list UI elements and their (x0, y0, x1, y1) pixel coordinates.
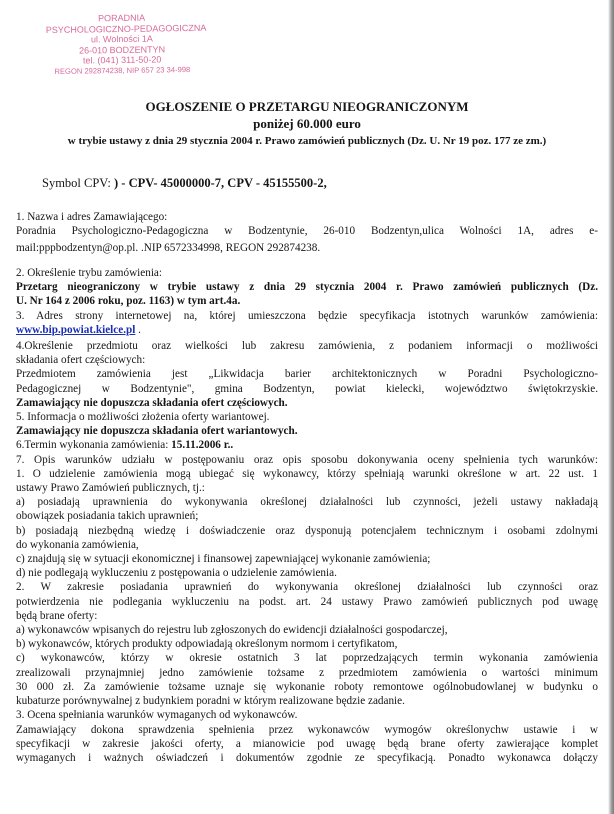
section-heading: 2. Określenie trybu zamówienia: (16, 267, 163, 279)
link-tail: . (135, 323, 141, 336)
stamp-line: 26-010 BODZENTYN (78, 44, 166, 56)
text-line: 2. W zakresie posiadania uprawnień do wykonywania określonej działalności lub czynności oraz (16, 581, 598, 594)
text-line: potwierdzenia nie podlegania wykluczeniu na podst. art. 24 ustawy Prawo zamówień publicznych pod uwagę (16, 595, 598, 608)
text-line: do wykonania zamówienia, (16, 538, 139, 551)
text-line: składania ofert częściowych: (16, 354, 146, 367)
deadline-value: 15.11.2006 r.. (171, 439, 234, 452)
text-line: Zamawiający dokona sprawdzenia spełnienia przez wykonawców wymogów określonychw ustawie i w (16, 723, 598, 736)
text-line (16, 323, 598, 337)
legal-basis: w trybie ustawy z dnia 29 stycznia 2004 r. Prawo zamówień publicznych (Dz. U. Nr 19 poz. 177 ze zm.) (67, 135, 547, 147)
text-line: d) nie podlegają wykluczeniu z postępowania o udzielenie zamówienia. (16, 567, 337, 580)
text-line: obowiązek posiadania takich uprawnień; (16, 510, 199, 523)
scan-edge-shadow (608, 0, 614, 814)
deadline-label: 6.Termin wykonania zamówienia: (16, 439, 172, 452)
text-line: ustawy Prawo Zamówień publicznych, tj.: (16, 482, 205, 495)
stamp-line: PSYCHOLOGICZNO-PEDAGOGICZNA (45, 22, 207, 35)
text-line: Przetarg nieograniczony w trybie ustawy z dnia 29 stycznia 2004 r. Prawo zamówień publicznych (Dz. (16, 281, 598, 294)
text-line: zrealizowali przynajmniej jedno zamówienie tożsame z przedmiotem zamówienia o wartości minimum (16, 666, 598, 679)
text-line: 3. Adres strony internetowej na, której umieszczona będzie specyfikacja istotnych warunków zamówienia: (16, 309, 598, 322)
text-line: Zamawiający nie dopuszcza składania ofert częściowych. (16, 396, 288, 409)
text-line: Przedmiotem zamówienia jest „Likwidacja barier architektonicznych w Poradni Psychologiczno- (16, 368, 598, 381)
text-line: Pedagogicznej w Bodzentynie", gmina Bodzentyn, powiat kielecki, województwo świętokrzyskie. (16, 382, 598, 395)
stamp-line: PORADNIA (98, 12, 146, 24)
text-line: c) wykonawców, którzy w okresie ostatnich 3 lat poprzedzających termin wykonania zamówienia (16, 652, 598, 665)
text-line: 1. O udzielenie zamówienia mogą ubiegać się wykonawcy, którzy spełniają warunki określone w art. 22 ust. 1 (16, 467, 598, 480)
institution-stamp (45, 12, 207, 78)
text-line: 30 000 zł. Za zamówienie tożsame uznaje się wykonanie roboty remontowe ogólnobudowlanej w budynku o (16, 680, 598, 693)
text-line: Zamawiający nie dopuszcza składania ofert wariantowych. (16, 425, 298, 438)
text-line: c) znajdują się w sytuacji ekonomicznej i finansowej zapewniającej wykonanie zamówienia; (16, 553, 431, 566)
text-line (16, 438, 598, 452)
text-line: b) wykonawców, których produkty odpowiadają określonym normom i certyfikatom, (16, 638, 398, 651)
stamp-line: REGON 292874238, NIP 657 23 34-998 (54, 65, 191, 76)
document-subtitle: poniżej 60.000 euro (253, 116, 361, 131)
bip-link[interactable]: www.bip.powiat.kielce.pl (16, 323, 136, 336)
document-title: OGŁOSZENIE O PRZETARGU NIEOGRANICZONYM (145, 99, 469, 114)
cpv-value: ) - CPV- 45000000-7, CPV - 45155500-2, (114, 176, 327, 190)
text-line: 7. Opis warunków udziału w postępowaniu oraz opis sposobu dokonywania oceny spełnienia tych warunków: (16, 453, 598, 466)
section-heading: 1. Nazwa i adres Zamawiającego: (16, 211, 168, 223)
text-line: a) wykonawców wpisanych do rejestru lub zgłoszonych do ewidencji działalności gospodarczej, (16, 624, 448, 637)
text-line: specyfikacji w zakresie jakości oferty, a mianowicie pod uwagę będą brane oferty zawierające komplet (16, 737, 598, 750)
section-1 (16, 210, 598, 256)
stamp-line: tel. (041) 311-50-20 (82, 54, 162, 66)
text-line: b) posiadają niezbędną wiedzę i doświadczenie oraz dysponują potencjałem technicznym i osobami zdolnymi (16, 524, 598, 537)
text-line: 3. Ocena spełniania warunków wymaganych od wykonawców. (16, 709, 298, 722)
stamp-line: ul. Wolności 1A (90, 33, 153, 45)
text-line: U. Nr 164 z 2006 roku, poz. 1163) w tym art.4a. (16, 295, 241, 308)
text-line: 4.Określenie przedmiotu oraz wielkości lub zakresu zamówienia, z podaniem informacji o możliwości (16, 340, 598, 353)
text-line: a) posiadają uprawnienia do wykonywania określonej działalności lub czynności, jeżeli ustawy nakładają (16, 496, 598, 509)
text-line: mail:pppbodzentyn@op.pl. .NIP 6572334998, REGON 292874238. (16, 242, 321, 255)
text-line: wymaganych i ważnych oświadczeń i dokumentów zgodnie ze specyfikacją. Ponadto wykonawca dołączy (16, 751, 598, 764)
text-line: 5. Informacja o możliwości złożenia oferty wariantowej. (16, 411, 270, 424)
section-2 (16, 266, 598, 765)
text-line: Poradnia Psychologiczno-Pedagogiczna w Bodzentynie, 26-010 Bodzentyn,ulica Wolności 1A, adres e- (16, 225, 598, 238)
text-line: kubaturze porównywalnej z budynkiem poradni w którym realizowane będzie zadanie. (16, 695, 405, 708)
cpv-label: Symbol CPV: (42, 176, 111, 190)
cpv-line (42, 176, 327, 191)
text-line: będą brane oferty: (16, 609, 98, 622)
